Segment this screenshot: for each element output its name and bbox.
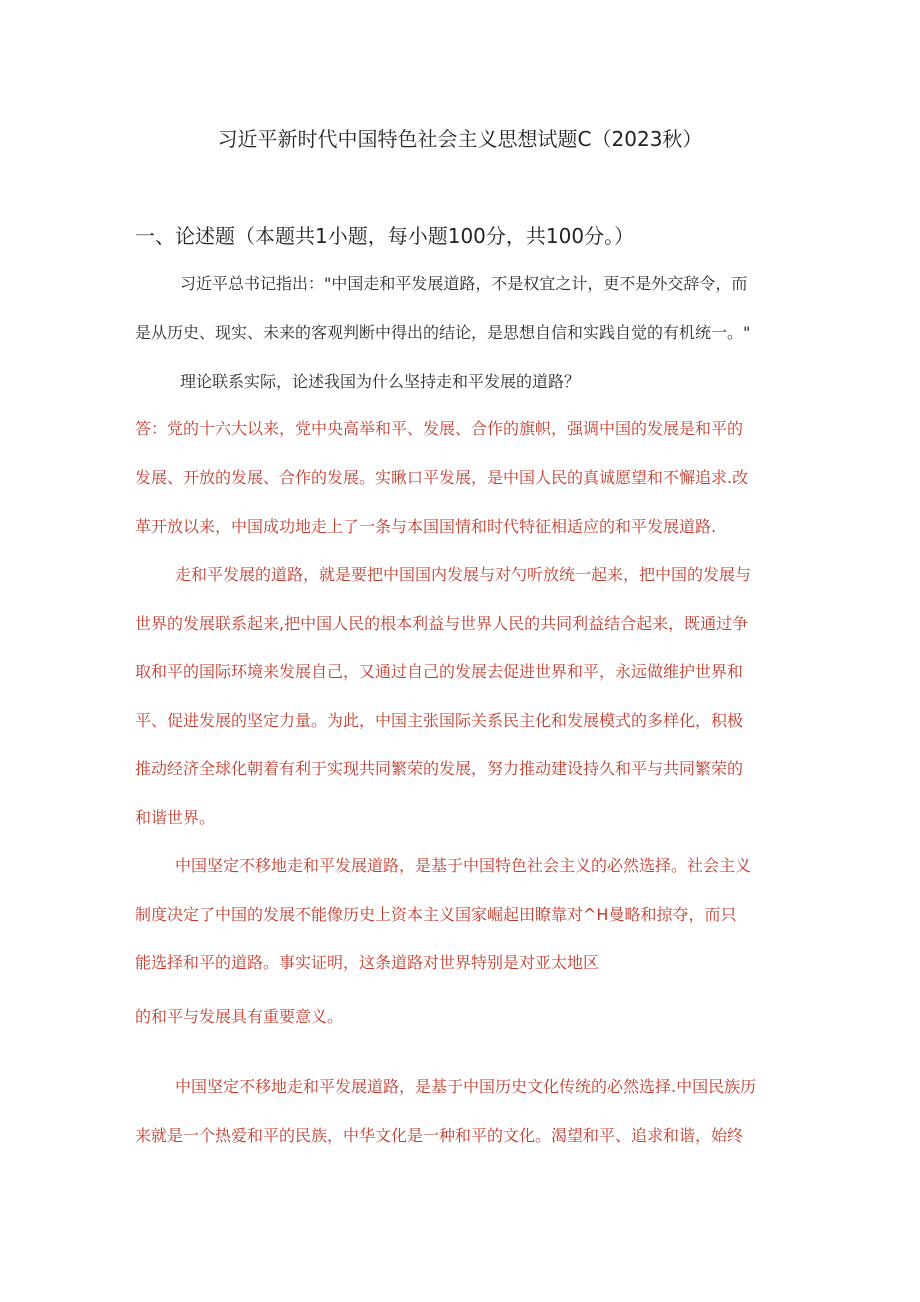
answer-line: 中国坚定不移地走和平发展道路，是基于中国特色社会主义的必然选择。社会主义 <box>175 856 752 875</box>
document-title: 习近平新时代中国特色社会主义思想试题C（2023秋） <box>217 127 703 151</box>
answer-line: 和谐世界。 <box>135 808 216 827</box>
answer-line: 发展、开放的发展、合作的发展。实瞅口平发展，是中国人民的真诚愿望和不懈追求.改 <box>135 468 749 487</box>
answer-line: 来就是一个热爱和平的民族，中华文化是一种和平的文化。渴望和平、追求和谐，始终 <box>135 1126 744 1145</box>
answer-line: 的和平与发展具有重要意义。 <box>135 1007 344 1026</box>
answer-line: 推动经济全球化朝着有利于实现共同繁荣的发展，努力推动建设持久和平与共同繁荣的 <box>135 759 744 778</box>
question-line: 习近平总书记指出："中国走和平发展道路，不是权宜之计，更不是外交辞令，而 <box>180 274 748 293</box>
answer-line: 制度决定了中国的发展不能像历史上资本主义国家崛起田瞭靠对^H曼略和掠夺，而只 <box>135 905 737 924</box>
section-heading: 一、论述题（本题共1小题，每小题100分，共100分。） <box>135 224 635 248</box>
answer-line: 走和平发展的道路，就是要把中国国内发展与对勺听放统一起来，把中国的发展与 <box>175 565 752 584</box>
answer-line: 取和平的国际环境来发展自己，又通过自己的发展去促进世界和平，永远做维护世界和 <box>135 662 744 681</box>
answer-line: 平、促进发展的坚定力量。为此，中国主张国际关系民主化和发展模式的多样化，积极 <box>135 711 744 730</box>
answer-line: 革开放以来，中国成功地走上了一条与本国国情和时代特征相适应的和平发展道路. <box>135 517 717 536</box>
answer-line: 中国坚定不移地走和平发展道路，是基于中国历史文化传统的必然选择.中国民族历 <box>175 1077 757 1096</box>
answer-line: 世界的发展联系起来,把中国人民的根本利益与世界人民的共同利益结合起来，既通过争 <box>135 614 749 633</box>
question-line: 是从历史、现实、未来的客观判断中得出的结论，是思想自信和实践自觉的有机统一。" <box>135 323 751 342</box>
answer-line: 能选择和平的道路。事实证明，这条道路对世界特别是对亚太地区 <box>135 953 600 972</box>
question-prompt: 理论联系实际，论述我国为什么坚持走和平发展的道路？ <box>180 372 581 391</box>
answer-line: 答：党的十六大以来，党中央高举和平、发展、合作的旗帜，强调中国的发展是和平的 <box>135 419 744 438</box>
